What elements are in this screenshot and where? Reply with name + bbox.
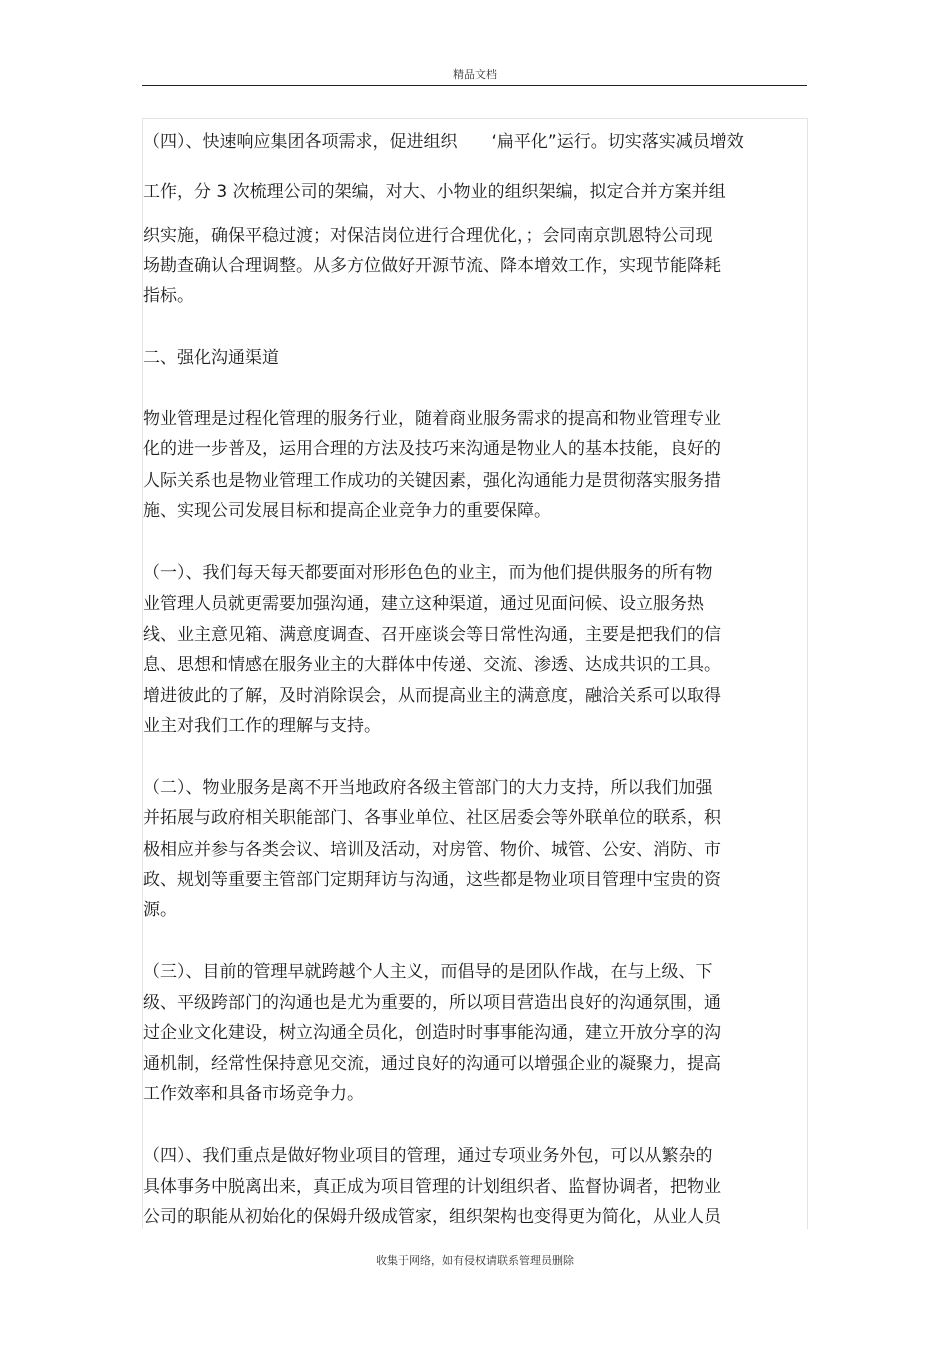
text-line: 人际关系也是物业管理工作成功的关键因素，强化沟通能力是贯彻落实服务措 <box>143 471 721 491</box>
text-line: 业主对我们工作的理解与支持。 <box>143 716 381 736</box>
text-line: 化的进一步普及，运用合理的方法及技巧来沟通是物业人的基本技能，良好的 <box>143 439 721 459</box>
section-heading: 二、强化沟通渠道 <box>143 348 279 368</box>
page-footer-label: 收集于网络，如有侵权请联系管理员删除 <box>376 1254 574 1267</box>
text-line: 政、规划等重要主管部门定期拜访与沟通，这些都是物业项目管理中宝贵的资 <box>143 870 721 890</box>
text-line: 并拓展与政府相关职能部门、各事业单位、社区居委会等外联单位的联系，积 <box>143 808 721 828</box>
text-line: 织实施，确保平稳过渡；对保洁岗位进行合理优化，；会同南京凯恩特公司现 <box>143 226 713 246</box>
text-line: 源。 <box>143 900 177 920</box>
text-line: 场勘查确认合理调整。从多方位做好开源节流、降本增效工作，实现节能降耗 <box>143 256 721 276</box>
text-line: 业管理人员就更需要加强沟通，建立这种渠道，通过见面问候、设立服务热 <box>143 594 704 614</box>
text-line: （四）、快速响应集团各项需求，促进组织 ‘扁平化”运行。切实落实减员增效 <box>143 132 744 152</box>
text-line: （二）、物业服务是离不开当地政府各级主管部门的大力支持，所以我们加强 <box>143 778 713 798</box>
text-line: 线、业主意见箱、满意度调查、召开座谈会等日常性沟通，主要是把我们的信 <box>143 625 721 645</box>
text-line: （三）、目前的管理早就跨越个人主义，而倡导的是团队作战，在与上级、下 <box>143 962 713 982</box>
text-line: 极相应并参与各类会议、培训及活动，对房管、物价、城管、公安、消防、市 <box>143 840 721 860</box>
text-line: （一）、我们每天每天都要面对形形色色的业主，而为他们提供服务的所有物 <box>143 563 713 583</box>
text-line: 指标。 <box>143 286 194 306</box>
text-line: 过企业文化建设，树立沟通全员化，创造时时事事能沟通，建立开放分享的沟 <box>143 1023 721 1043</box>
text-line: 级、平级跨部门的沟通也是尤为重要的，所以项目营造出良好的沟通氛围，通 <box>143 993 721 1013</box>
text-line: 具体事务中脱离出来，真正成为项目管理的计划组织者、监督协调者，把物业 <box>143 1177 721 1197</box>
text-line: 施、实现公司发展目标和提高企业竞争力的重要保障。 <box>143 501 551 521</box>
text-line: 工作效率和具备市场竞争力。 <box>143 1084 364 1104</box>
text-line: （四）、我们重点是做好物业项目的管理，通过专项业务外包，可以从繁杂的 <box>143 1146 713 1166</box>
page-header-label: 精品文档 <box>453 68 497 81</box>
text-line: 通机制，经常性保持意见交流，通过良好的沟通可以增强企业的凝聚力，提高 <box>143 1054 721 1074</box>
text-line: 增进彼此的了解，及时消除误会，从而提高业主的满意度，融洽关系可以取得 <box>143 686 721 706</box>
text-line: 息、思想和情感在服务业主的大群体中传递、交流、渗透、达成共识的工具。 <box>143 655 721 675</box>
text-line: 工作，分 3 次梳理公司的架编，对大、小物业的组织架编，拟定合并方案并组 <box>143 182 726 202</box>
text-line: 公司的职能从初始化的保姆升级成管家，组织架构也变得更为简化，从业人员 <box>143 1207 721 1227</box>
header-divider <box>142 85 807 86</box>
text-line: 物业管理是过程化管理的服务行业，随着商业服务需求的提高和物业管理专业 <box>143 409 721 429</box>
